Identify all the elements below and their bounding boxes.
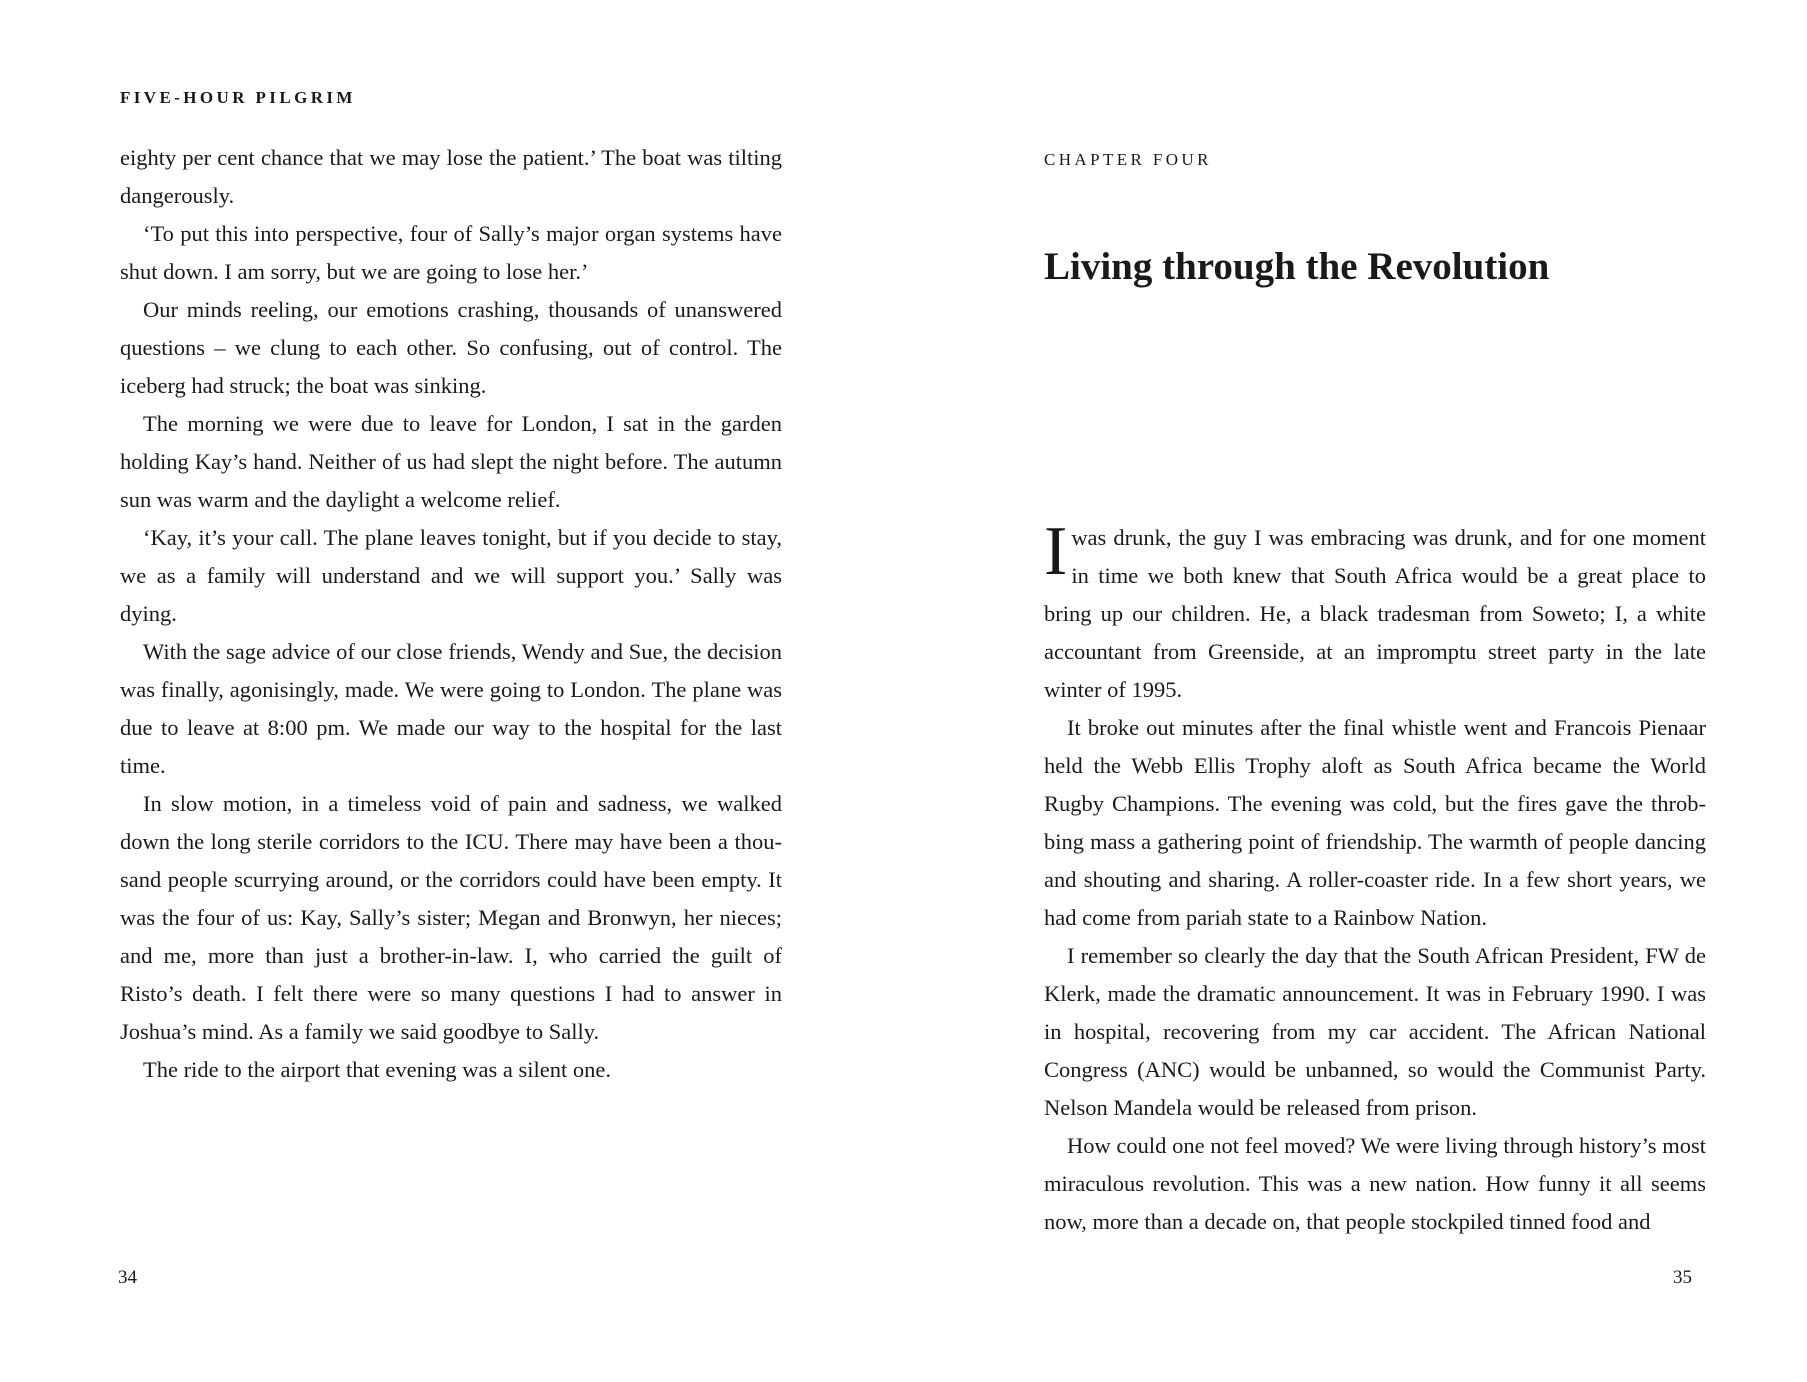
paragraph: In slow motion, in a timeless void of pain and sadness, we walked down the long sterile corridors to the ICU. There may have been a thousand people scurrying around, or the corridors could have been empty. It was the four of us: Kay, Sally’s sister; Megan and Bronwyn, her nieces; and me, more than just a brother-in-law. I, who carried the guilt of Risto’s death. I felt there were so many questions I had to answer in Joshua’s mind. As a family we said goodbye to Sally. <box>120 791 782 1044</box>
page-number-right: 35 <box>1673 1267 1692 1288</box>
paragraph: ‘Kay, it’s your call. The plane leaves tonight, but if you decide to stay, we as a family will understand and we will support you.’ Sally was dying. <box>120 525 782 626</box>
paragraph: eighty per cent chance that we may lose the patient.’ The boat was tilting dangerously. <box>120 145 782 208</box>
paragraph: It broke out minutes after the final whistle went and Francois Pienaar held the Webb Ellis Trophy aloft as South Africa became the World Rugby Champions. The evening was cold, but the fires gave the throbbing mass a gathering point of friendship. The warmth of people dancing and shouting and sharing. A roller-coaster ride. In a few short years, we had come from pariah state to a Rainbow Nation. <box>1044 715 1706 930</box>
opening-paragraph-text: was drunk, the guy I was embracing was drunk, and for one moment in time we both knew that South Africa would be a great place to bring up our children. He, a black tradesman from Soweto; I, a white accountant from Greenside, at an impromptu street party in the late winter of 1995. <box>1044 525 1706 702</box>
right-text-column <box>1044 513 1706 1241</box>
running-head: FIVE-HOUR PILGRIM <box>120 88 356 107</box>
page-number-left: 34 <box>118 1267 137 1288</box>
left-text-column <box>120 139 782 1089</box>
chapter-title: Living through the Revolution <box>1044 245 1550 288</box>
paragraph: With the sage advice of our close friends, Wendy and Sue, the decision was finally, agonisingly, made. We were going to London. The plane was due to leave at 8:00 pm. We made our way to the hospital for the last time. <box>120 639 782 778</box>
paragraph: Our minds reeling, our emotions crashing, thousands of unanswered questions – we clung to each other. So confusing, out of control. The iceberg had struck; the boat was sinking. <box>120 297 782 398</box>
paragraph: I remember so clearly the day that the South African President, FW de Klerk, made the dramatic announcement. It was in February 1990. I was in hospital, recovering from my car accident. The African National Congress (ANC) would be unbanned, so would the Communist Party. Nelson Mandela would be released from prison. <box>1044 943 1706 1120</box>
opening-paragraph <box>1044 513 1706 709</box>
chapter-label: CHAPTER FOUR <box>1044 150 1212 169</box>
paragraph: The morning we were due to leave for London, I sat in the garden holding Kay’s hand. Neither of us had slept the night before. The autumn sun was warm and the daylight a welcome relief. <box>120 411 782 512</box>
right-page <box>903 0 1807 1382</box>
paragraph: How could one not feel moved? We were living through history’s most miraculous revolution. This was a new nation. How funny it all seems now, more than a decade on, that people stockpiled tinned food and <box>1044 1133 1706 1234</box>
left-page <box>0 0 903 1382</box>
drop-cap: I <box>1044 513 1068 590</box>
paragraph: The ride to the airport that evening was a silent one. <box>143 1057 611 1082</box>
paragraph: ‘To put this into perspective, four of Sally’s major organ systems have shut down. I am sorry, but we are going to lose her.’ <box>120 221 782 284</box>
